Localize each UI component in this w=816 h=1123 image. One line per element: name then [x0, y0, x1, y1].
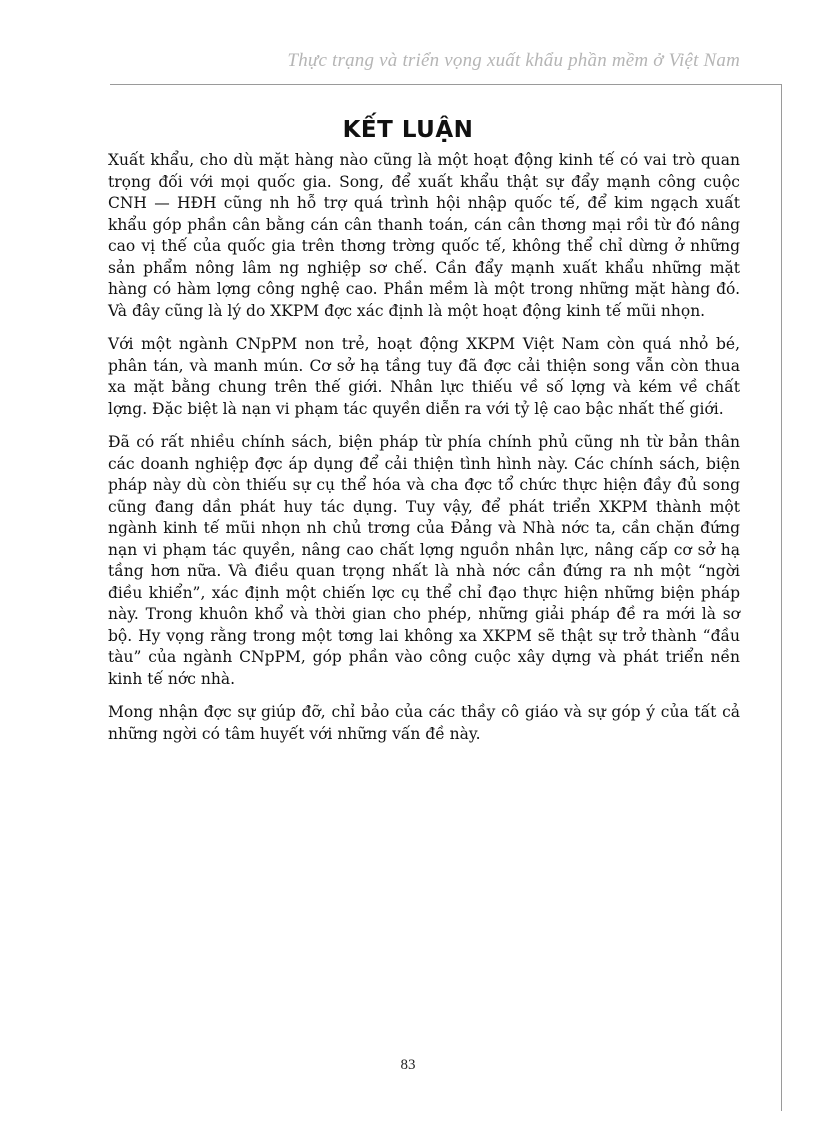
page-border-right	[781, 84, 782, 1111]
paragraph-4: Mong nhận đợc sự giúp đỡ, chỉ bảo của các thầy cô giáo và sự góp ý của tất cả những ngời có tâm huyết với những vấn đề này.	[108, 703, 740, 743]
paragraph-3: Đã có rất nhiều chính sách, biện pháp từ phía chính phủ cũng nh từ bản thân các doanh nghiệp đợc áp dụng để cải thiện tình hình này. Các chính sách, biện pháp này dù còn thiếu sự cụ thể hóa và cha đợc tổ chức thực hiện đầy đủ song cũng đang dần phát huy tác dụng. Tuy vậy, để phát triển XKPM thành một ngành kinh tế mũi nhọn nh chủ trơng của Đảng và Nhà nớc ta, cần chặn đứng nạn vi phạm tác quyền, nâng cao chất lợng nguồn nhân lực, nâng cấp cơ sở hạ tầng hơn nữa. Và điều quan trọng nhất là nhà nớc cần đứng ra nh một “ngời điều khiển”, xác định một chiến lợc cụ thể chỉ đạo thực hiện những biện pháp này. Trong khuôn khổ và thời gian cho phép, những giải pháp đề ra mới là sơ bộ. Hy vọng rằng trong một tơng lai không xa XKPM sẽ thật sự trở thành “đầu tàu” của ngành CNpPM, góp phần vào công cuộc xây dựng và phát triển nền kinh tế nớc nhà.	[108, 433, 740, 688]
body-text	[108, 150, 740, 757]
page-number: 83	[400, 1057, 416, 1073]
running-header-title: Thực trạng và triển vọng xuất khẩu phần mềm ở Việt Nam	[287, 50, 740, 71]
paragraph-2: Với một ngành CNpPM non trẻ, hoạt động XKPM Việt Nam còn quá nhỏ bé, phân tán, và manh mún. Cơ sở hạ tầng tuy đã đợc cải thiện song vẫn còn thua xa mặt bằng chung trên thế giới. Nhân lực thiếu về số lợng và kém về chất lợng. Đặc biệt là nạn vi phạm tác quyền diễn ra với tỷ lệ cao bậc nhất thế giới.	[108, 335, 740, 418]
header-rule	[110, 84, 782, 85]
paragraph-1: Xuất khẩu, cho dù mặt hàng nào cũng là một hoạt động kinh tế có vai trò quan trọng đối với mọi quốc gia. Song, để xuất khẩu thật sự đẩy mạnh công cuộc CNH — HĐH cũng nh hỗ trợ quá trình hội nhập quốc tế, để kim ngạch xuất khẩu góp phần cân bằng cán cân thanh toán, cán cân thơng mại rồi từ đó nâng cao vị thế của quốc gia trên thơng trờng quốc tế, không thể chỉ dừng ở những sản phẩm nông lâm ng nghiệp sơ chế. Cần đẩy mạnh xuất khẩu những mặt hàng có hàm lợng công nghệ cao. Phần mềm là một trong những mặt hàng đó. Và đây cũng là lý do XKPM đợc xác định là một hoạt động kinh tế mũi nhọn.	[108, 151, 740, 320]
section-heading: KẾT LUẬN	[342, 117, 474, 143]
